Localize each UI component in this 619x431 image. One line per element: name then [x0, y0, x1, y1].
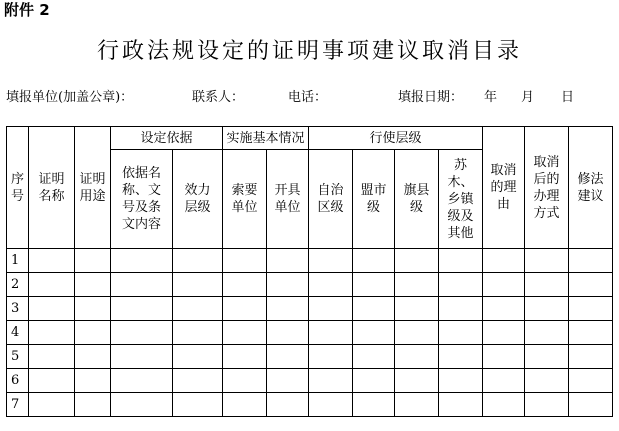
- table-cell: [309, 297, 353, 321]
- table-cell: [569, 369, 613, 393]
- table-cell: [353, 321, 395, 345]
- table-cell: [309, 321, 353, 345]
- header-amend: 修法建议: [569, 127, 613, 249]
- header-seq: 序号: [7, 127, 29, 249]
- table-cell: [267, 249, 309, 273]
- table-cell: [267, 345, 309, 369]
- table-cell: [223, 273, 267, 297]
- header-township: 苏木、乡镇级及其他: [439, 150, 483, 249]
- table-cell: [223, 345, 267, 369]
- table-cell: [483, 393, 525, 417]
- table-cell: [267, 273, 309, 297]
- table-cell: [267, 321, 309, 345]
- month-label: 月: [521, 90, 535, 105]
- row-number: 4: [7, 321, 29, 345]
- table-cell: [111, 273, 173, 297]
- table-cell: [525, 273, 569, 297]
- table-cell: [111, 249, 173, 273]
- table-cell: [483, 297, 525, 321]
- row-number: 7: [7, 393, 29, 417]
- day-label: 日: [561, 90, 575, 105]
- table-cell: [439, 297, 483, 321]
- table-cell: [483, 369, 525, 393]
- table-row: [7, 345, 613, 369]
- table-cell: [569, 297, 613, 321]
- table-cell: [569, 393, 613, 417]
- table-cell: [111, 345, 173, 369]
- page-title: 行政法规设定的证明事项建议取消目录: [96, 39, 522, 64]
- table-cell: [395, 249, 439, 273]
- table-cell: [309, 273, 353, 297]
- table-row: [7, 393, 613, 417]
- table-row: [7, 249, 613, 273]
- table-cell: [29, 249, 75, 273]
- table-cell: [111, 321, 173, 345]
- table-cell: [353, 345, 395, 369]
- header-cert-use: 证明用途: [75, 127, 111, 249]
- table-cell: [223, 321, 267, 345]
- reporting-unit-label: 填报单位(加盖公章)：: [6, 90, 134, 105]
- table-cell: [75, 273, 111, 297]
- table-cell: [525, 249, 569, 273]
- table-cell: [173, 369, 223, 393]
- header-effect-level: 效力层级: [173, 150, 223, 249]
- table-cell: [75, 369, 111, 393]
- table-cell: [353, 249, 395, 273]
- table-cell: [395, 297, 439, 321]
- table-cell: [75, 249, 111, 273]
- header-group-basis: 设定依据: [111, 127, 223, 150]
- table-row: [7, 369, 613, 393]
- table-cell: [29, 321, 75, 345]
- table-cell: [173, 249, 223, 273]
- header-league: 盟市级: [353, 150, 395, 249]
- table-cell: [395, 369, 439, 393]
- table-cell: [223, 297, 267, 321]
- row-number: 6: [7, 369, 29, 393]
- table-cell: [309, 393, 353, 417]
- table-cell: [483, 321, 525, 345]
- table-cell: [569, 273, 613, 297]
- table-cell: [395, 273, 439, 297]
- attachment-label: 附件 2: [4, 1, 50, 19]
- row-number: 5: [7, 345, 29, 369]
- table-cell: [353, 369, 395, 393]
- header-banner: 旗县级: [395, 150, 439, 249]
- table-cell: [223, 249, 267, 273]
- table-cell: [395, 393, 439, 417]
- table-cell: [395, 321, 439, 345]
- table-cell: [569, 321, 613, 345]
- header-cert-name: 证明名称: [29, 127, 75, 249]
- table-cell: [569, 249, 613, 273]
- header-group-implementation: 实施基本情况: [223, 127, 309, 150]
- table-row: [7, 321, 613, 345]
- table-cell: [309, 345, 353, 369]
- table-cell: [173, 273, 223, 297]
- table-cell: [353, 297, 395, 321]
- table-cell: [223, 369, 267, 393]
- table-cell: [309, 369, 353, 393]
- header-after-cancel: 取消后的办理方式: [525, 127, 569, 249]
- table-cell: [483, 345, 525, 369]
- table-cell: [353, 393, 395, 417]
- table-cell: [111, 393, 173, 417]
- table-cell: [267, 369, 309, 393]
- table-cell: [173, 393, 223, 417]
- table-cell: [223, 393, 267, 417]
- row-number: 2: [7, 273, 29, 297]
- table-cell: [569, 345, 613, 369]
- fill-date-label: 填报日期：: [398, 90, 464, 105]
- table-cell: [525, 345, 569, 369]
- table-cell: [439, 393, 483, 417]
- table-cell: [439, 369, 483, 393]
- table-cell: [483, 273, 525, 297]
- row-number: 1: [7, 249, 29, 273]
- table-cell: [353, 273, 395, 297]
- table-cell: [309, 249, 353, 273]
- table-cell: [29, 393, 75, 417]
- header-group-level: 行使层级: [309, 127, 483, 150]
- header-cancel-reason: 取消的理由: [483, 127, 525, 249]
- table-cell: [75, 321, 111, 345]
- table-cell: [173, 321, 223, 345]
- table-cell: [439, 345, 483, 369]
- table-row: [7, 273, 613, 297]
- header-basis-doc: 依据名称、文号及条文内容: [111, 150, 173, 249]
- table-cell: [29, 273, 75, 297]
- table-cell: [29, 297, 75, 321]
- table-cell: [439, 321, 483, 345]
- table-cell: [439, 273, 483, 297]
- table-cell: [439, 249, 483, 273]
- table-cell: [111, 369, 173, 393]
- header-region: 自治区级: [309, 150, 353, 249]
- table-cell: [395, 345, 439, 369]
- contact-label: 联系人：: [192, 90, 245, 105]
- table-cell: [29, 345, 75, 369]
- table-cell: [29, 369, 75, 393]
- table-cell: [75, 393, 111, 417]
- table-row: [7, 297, 613, 321]
- table-cell: [267, 393, 309, 417]
- header-request-unit: 索要单位: [223, 150, 267, 249]
- table-cell: [525, 321, 569, 345]
- row-number: 3: [7, 297, 29, 321]
- table-cell: [75, 345, 111, 369]
- table-cell: [173, 345, 223, 369]
- table-cell: [483, 249, 525, 273]
- table-cell: [267, 297, 309, 321]
- year-label: 年: [484, 90, 498, 105]
- table-cell: [525, 297, 569, 321]
- table-cell: [525, 393, 569, 417]
- table-cell: [173, 297, 223, 321]
- phone-label: 电话：: [288, 90, 328, 105]
- header-issue-unit: 开具单位: [267, 150, 309, 249]
- table-cell: [75, 297, 111, 321]
- table-cell: [111, 297, 173, 321]
- certificate-table: [6, 126, 613, 417]
- table-cell: [525, 369, 569, 393]
